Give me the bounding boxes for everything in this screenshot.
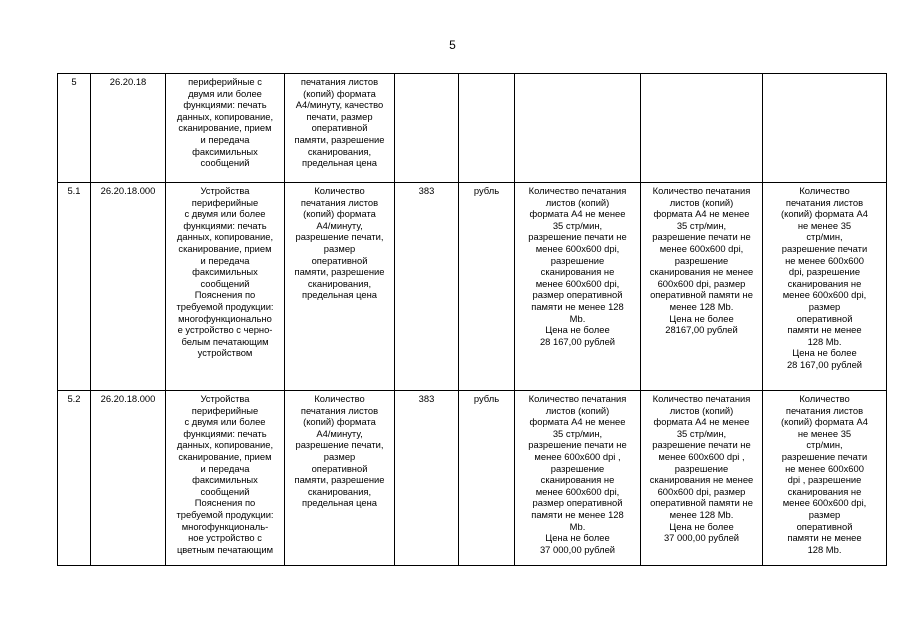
product-name-cell: Устройства периферийные с двумя или более функциями: печать данных, копирование, сканирование, прием и передача факсимильных сообщений Пояснения по требуемой продукции: многофункциональ- ное устройство с цветным печатающим [166,391,285,566]
value-cell-2: Количество печатания листов (копий) формата А4 не менее 35 стр/мин, разрешение печати не менее 600x600 dpi , разрешение сканирования не менее 600x600 dpi, размер оперативной памяти не менее 128 Mb. Цена не более 37 000,00 рублей [641,391,763,566]
characteristic-cell: Количество печатания листов (копий) формата А4/минуту, разрешение печати, размер оперативной памяти, разрешение сканирования, предельная цена [285,391,395,566]
okpd2-code-cell: 26.20.18.000 [91,183,166,391]
okpd2-code-cell: 26.20.18.000 [91,391,166,566]
characteristic-cell: печатания листов (копий) формата А4/минуту, качество печати, размер оперативной памяти, разрешение сканирования, предельная цена [285,74,395,183]
table-row [58,183,887,391]
unit-cell: рубль [459,391,515,566]
unit-cell [459,74,515,183]
characteristic-cell: Количество печатания листов (копий) формата А4/минуту, разрешение печати, размер оперативной памяти, разрешение сканирования, предельная цена [285,183,395,391]
okei-code-cell [395,74,459,183]
row-number-cell: 5 [58,74,91,183]
value-cell-3 [763,74,887,183]
value-cell-1: Количество печатания листов (копий) формата А4 не менее 35 стр/мин, разрешение печати не менее 600x600 dpi , разрешение сканирования не менее 600x600 dpi, размер оперативной памяти не менее 128 Mb. Цена не более 37 000,00 рублей [515,391,641,566]
value-cell-3: Количество печатания листов (копий) формата А4 не менее 35 стр/мин, разрешение печати не менее 600x600 dpi, разрешение сканирования не менее 600x600 dpi, размер оперативной памяти не менее 128 Mb. Цена не более 28 167,00 рублей [763,183,887,391]
value-cell-1: Количество печатания листов (копий) формата А4 не менее 35 стр/мин, разрешение печати не менее 600x600 dpi, разрешение сканирования не менее 600x600 dpi, размер оперативной памяти не менее 128 Mb. Цена не более 28 167,00 рублей [515,183,641,391]
okpd2-code-cell: 26.20.18 [91,74,166,183]
table-row [58,391,887,566]
product-name-cell: периферийные с двумя или более функциями: печать данных, копирование, сканирование, прием и передача факсимильных сообщений [166,74,285,183]
okei-code-cell: 383 [395,391,459,566]
product-name-cell: Устройства периферийные с двумя или более функциями: печать данных, копирование, сканирование, прием и передача факсимильных сообщений Пояснения по требуемой продукции: многофункционально е устройство с черно- белым печатающим устройством [166,183,285,391]
unit-cell: рубль [459,183,515,391]
value-cell-2: Количество печатания листов (копий) формата А4 не менее 35 стр/мин, разрешение печати не менее 600x600 dpi, разрешение сканирования не менее 600x600 dpi, размер оперативной памяти не менее 128 Mb. Цена не более 28167,00 рублей [641,183,763,391]
row-number-cell: 5.2 [58,391,91,566]
value-cell-3: Количество печатания листов (копий) формата А4 не менее 35 стр/мин, разрешение печати не менее 600x600 dpi , разрешение сканирования не менее 600x600 dpi, размер оперативной памяти не менее 128 Mb. [763,391,887,566]
requirements-table [57,73,887,566]
value-cell-2 [641,74,763,183]
value-cell-1 [515,74,641,183]
page-number: 5 [449,38,456,52]
table-row [58,74,887,183]
okei-code-cell: 383 [395,183,459,391]
row-number-cell: 5.1 [58,183,91,391]
